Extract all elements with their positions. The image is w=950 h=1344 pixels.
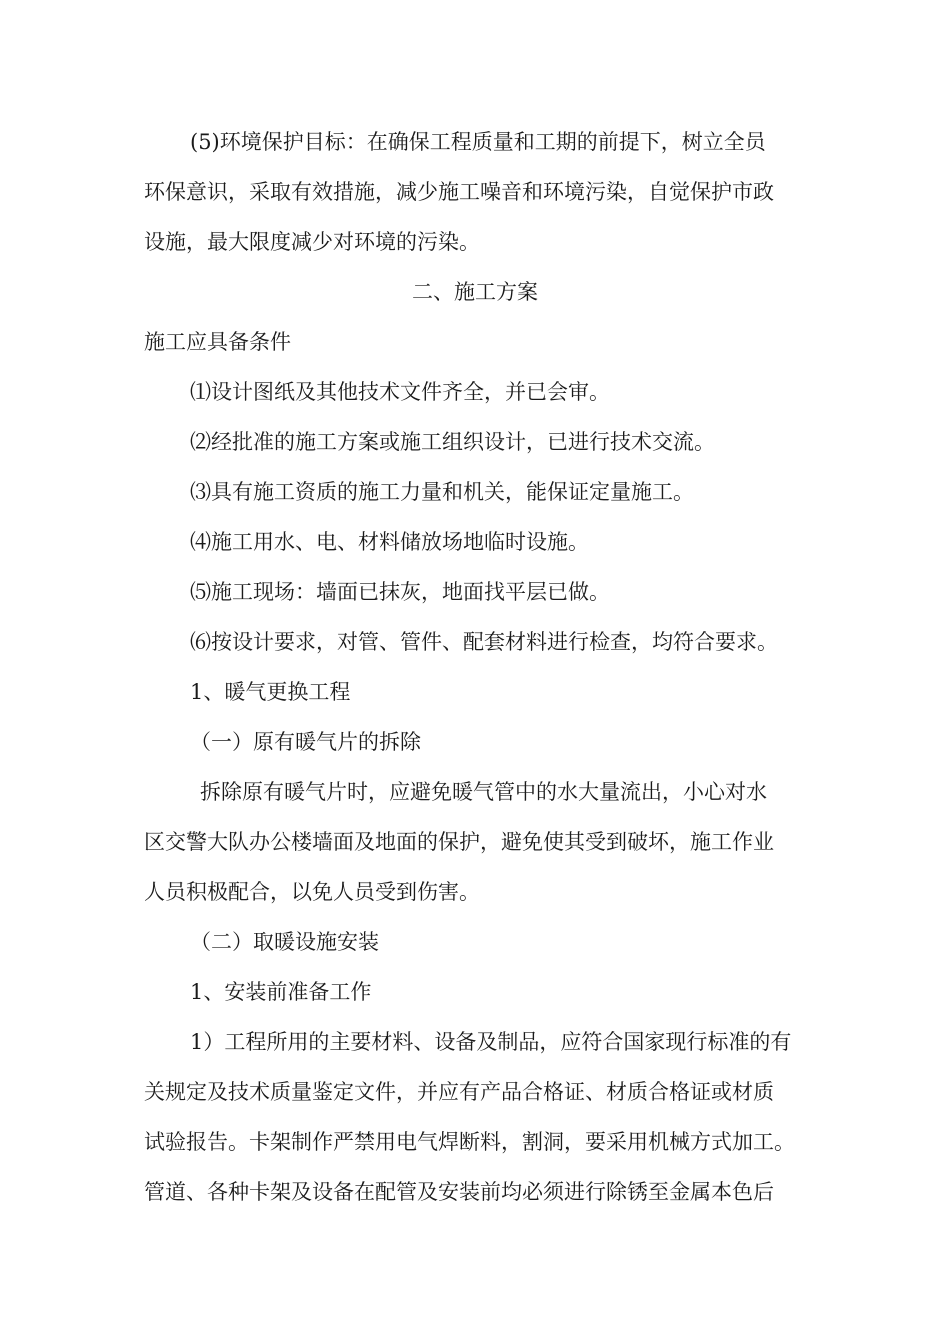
subheading: 施工应具备条件 [144, 330, 291, 354]
list-item: ⑴设计图纸及其他技术文件齐全，并已会审。 [190, 380, 610, 404]
paragraph-line: (5)环境保护目标：在确保工程质量和工期的前提下，树立全员 [190, 130, 766, 154]
subheading: （二）取暖设施安装 [190, 930, 379, 954]
paragraph-line: 区交警大队办公楼墙面及地面的保护，避免使其受到破坏，施工作业 [144, 830, 774, 854]
paragraph-line: 环保意识，采取有效措施，减少施工噪音和环境污染，自觉保护市政 [144, 180, 774, 204]
subheading: 1、暖气更换工程 [190, 680, 351, 704]
paragraph-line: 试验报告。卡架制作严禁用电气焊断料，割洞，要采用机械方式加工。 [144, 1130, 795, 1154]
paragraph-line: 人员积极配合，以免人员受到伤害。 [144, 880, 480, 904]
list-item: ⑵经批准的施工方案或施工组织设计，已进行技术交流。 [190, 430, 715, 454]
list-item: ⑶具有施工资质的施工力量和机关，能保证定量施工。 [190, 480, 694, 504]
paragraph-line: 设施，最大限度减少对环境的污染。 [144, 230, 480, 254]
subheading: （一）原有暖气片的拆除 [190, 730, 421, 754]
section-heading: 二、施工方案 [412, 280, 538, 304]
list-item: ⑸施工现场：墙面已抹灰，地面找平层已做。 [190, 580, 610, 604]
paragraph-line: 1）工程所用的主要材料、设备及制品，应符合国家现行标准的有 [190, 1030, 792, 1054]
list-item: ⑹按设计要求，对管、管件、配套材料进行检查，均符合要求。 [190, 630, 778, 654]
paragraph-line: 管道、各种卡架及设备在配管及安装前均必须进行除锈至金属本色后 [144, 1180, 774, 1204]
paragraph-line: 关规定及技术质量鉴定文件，并应有产品合格证、材质合格证或材质 [144, 1080, 774, 1104]
paragraph-line: 拆除原有暖气片时，应避免暖气管中的水大量流出，小心对水 [200, 780, 767, 804]
subheading: 1、安装前准备工作 [190, 980, 372, 1004]
list-item: ⑷施工用水、电、材料储放场地临时设施。 [190, 530, 589, 554]
